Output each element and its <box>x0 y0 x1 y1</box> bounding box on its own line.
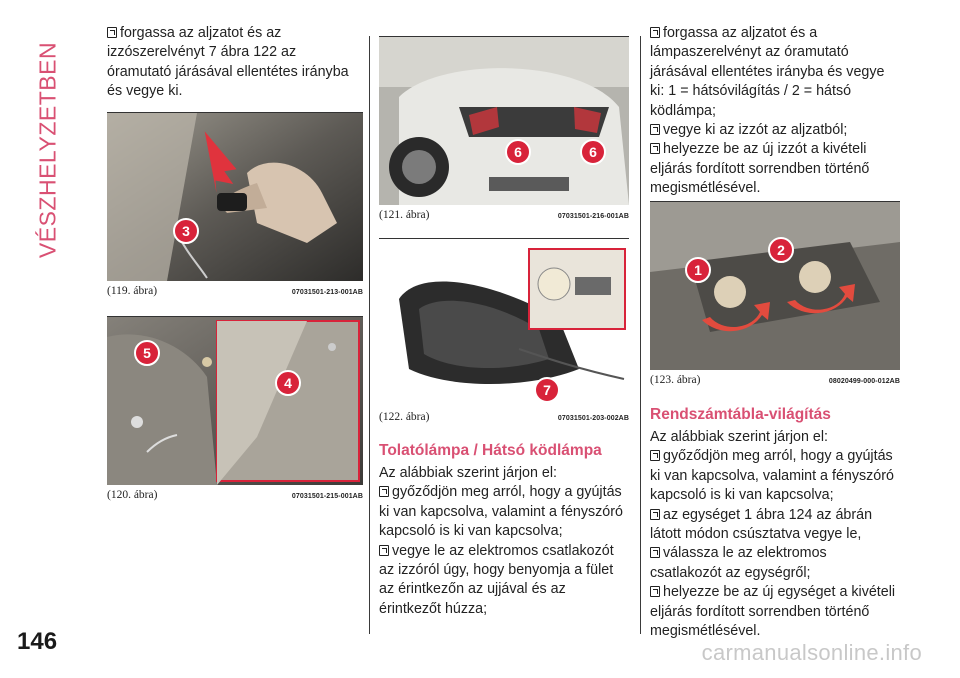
figure-122-label: (122. ábra) <box>379 411 430 423</box>
figure-123-code: 08020499-000-012AB <box>828 378 900 385</box>
col3-plate-step-1: győződjön meg arról, hogy a gyújtás ki van kapcsolva, valamint a fényszóró kapcsoló is ki van kapcsolva; <box>650 448 894 504</box>
callout-badge-6-left: 6 <box>505 139 531 165</box>
figure-120-label: (120. ábra) <box>107 489 158 501</box>
callout-badge-1: 1 <box>685 257 711 283</box>
lamp-socket-photo <box>650 202 900 370</box>
checkbox-bullet-icon <box>650 27 660 38</box>
column-divider-1 <box>369 36 370 634</box>
checkbox-bullet-icon <box>107 27 117 38</box>
figure-122-photo <box>379 238 629 407</box>
figure-120-caption <box>107 489 363 501</box>
col3-intro: Az alábbiak szerint járjon el: <box>650 429 829 445</box>
callout-badge-4: 4 <box>275 370 301 396</box>
section-heading-reverse-fog: Tolatólámpa / Hátsó ködlámpa <box>379 442 602 459</box>
figure-121-label: (121. ábra) <box>379 209 430 221</box>
checkbox-bullet-icon <box>650 547 660 558</box>
checkbox-bullet-icon <box>650 124 660 135</box>
callout-badge-5: 5 <box>134 340 160 366</box>
col3-plate-step-3: válassza le az elektromos csatlakozót az egységről; <box>650 545 827 581</box>
col2-step-2: vegye le az elektromos csatlakozót az izzóról úgy, hogy benyomja a fület az érintkezőn az ujjával és az érintkezőt húzza; <box>379 542 614 617</box>
figure-122 <box>379 238 629 423</box>
figure-121 <box>379 36 629 221</box>
col1-intro <box>107 24 363 102</box>
column-divider-2 <box>640 36 641 634</box>
figure-120 <box>107 316 363 501</box>
figure-123-caption <box>650 374 900 386</box>
figure-123 <box>650 201 900 386</box>
checkbox-bullet-icon <box>650 143 660 154</box>
section-heading-plate-light: Rendszámtábla-világítás <box>650 406 831 423</box>
column-2-text <box>379 442 629 619</box>
figure-119-photo <box>107 112 363 281</box>
col3-step-3: helyezze be az új izzót a kivételi eljárás fordított sorrendben történő megismétlésével. <box>650 141 870 197</box>
checkbox-bullet-icon <box>379 545 389 556</box>
checkbox-bullet-icon <box>379 486 389 497</box>
col3-plate-step-2: az egységet 1 ábra 124 az ábrán látott módon csúsztatva vegye le, <box>650 506 873 543</box>
callout-badge-7: 7 <box>534 377 560 403</box>
col2-intro: Az alábbiak szerint járjon el: <box>379 465 558 481</box>
callout-badge-3: 3 <box>173 218 199 244</box>
figure-121-caption <box>379 209 629 221</box>
col2-step-1: győződjön meg arról, hogy a gyújtás ki van kapcsolva, valamint a fényszóró kapcsoló is ki van kapcsolva; <box>379 484 623 540</box>
col3-plate-step-4: helyezze be az új egységet a kivételi eljárás fordított sorrendben történő megismétlésével. <box>650 584 896 640</box>
callout-badge-2: 2 <box>768 237 794 263</box>
car-rear-photo <box>379 37 629 205</box>
section-side-title-text: VÉSZHELYZETBEN <box>34 41 61 259</box>
column-1 <box>107 24 363 102</box>
figure-122-code: 07031501-203-002AB <box>557 415 629 422</box>
col1-intro-text: forgassa az aljzatot és az izzószerelvényt 7 ábra 122 az óramutató járásával ellentétes irányba és vegye ki. <box>107 25 349 100</box>
section-side-title <box>18 20 78 280</box>
watermark: carmanualsonline.info <box>701 640 922 665</box>
checkbox-bullet-icon <box>650 586 660 597</box>
taillight-assembly-photo <box>379 239 629 407</box>
figure-120-photo <box>107 316 363 485</box>
column-3-bottom <box>650 406 902 641</box>
col3-step-2: vegye ki az izzót az aljzatból; <box>650 121 902 140</box>
checkbox-bullet-icon <box>650 450 660 461</box>
figure-122-caption <box>379 411 629 423</box>
figure-119 <box>107 112 363 297</box>
figure-120-code: 07031501-215-001AB <box>291 493 363 500</box>
figure-121-photo <box>379 36 629 205</box>
checkbox-bullet-icon <box>650 509 660 520</box>
engine-bay-photo <box>107 113 363 281</box>
figure-123-photo <box>650 201 900 370</box>
figure-119-code: 07031501-213-001AB <box>291 289 363 296</box>
callout-badge-6-right: 6 <box>580 139 606 165</box>
column-3-top <box>650 24 902 199</box>
page-number: 146 <box>17 628 58 655</box>
figure-123-label: (123. ábra) <box>650 374 701 386</box>
figure-121-code: 07031501-216-001AB <box>557 213 629 220</box>
figure-119-label: (119. ábra) <box>107 285 158 297</box>
figure-119-caption <box>107 285 363 297</box>
col3-step-1: forgassa az aljzatot és a lámpaszerelvényt az óramutató járásával ellentétes irányba és vegye ki: 1 = hátsóvilágítás / 2 = hátsó ködlámpa; <box>650 25 885 119</box>
